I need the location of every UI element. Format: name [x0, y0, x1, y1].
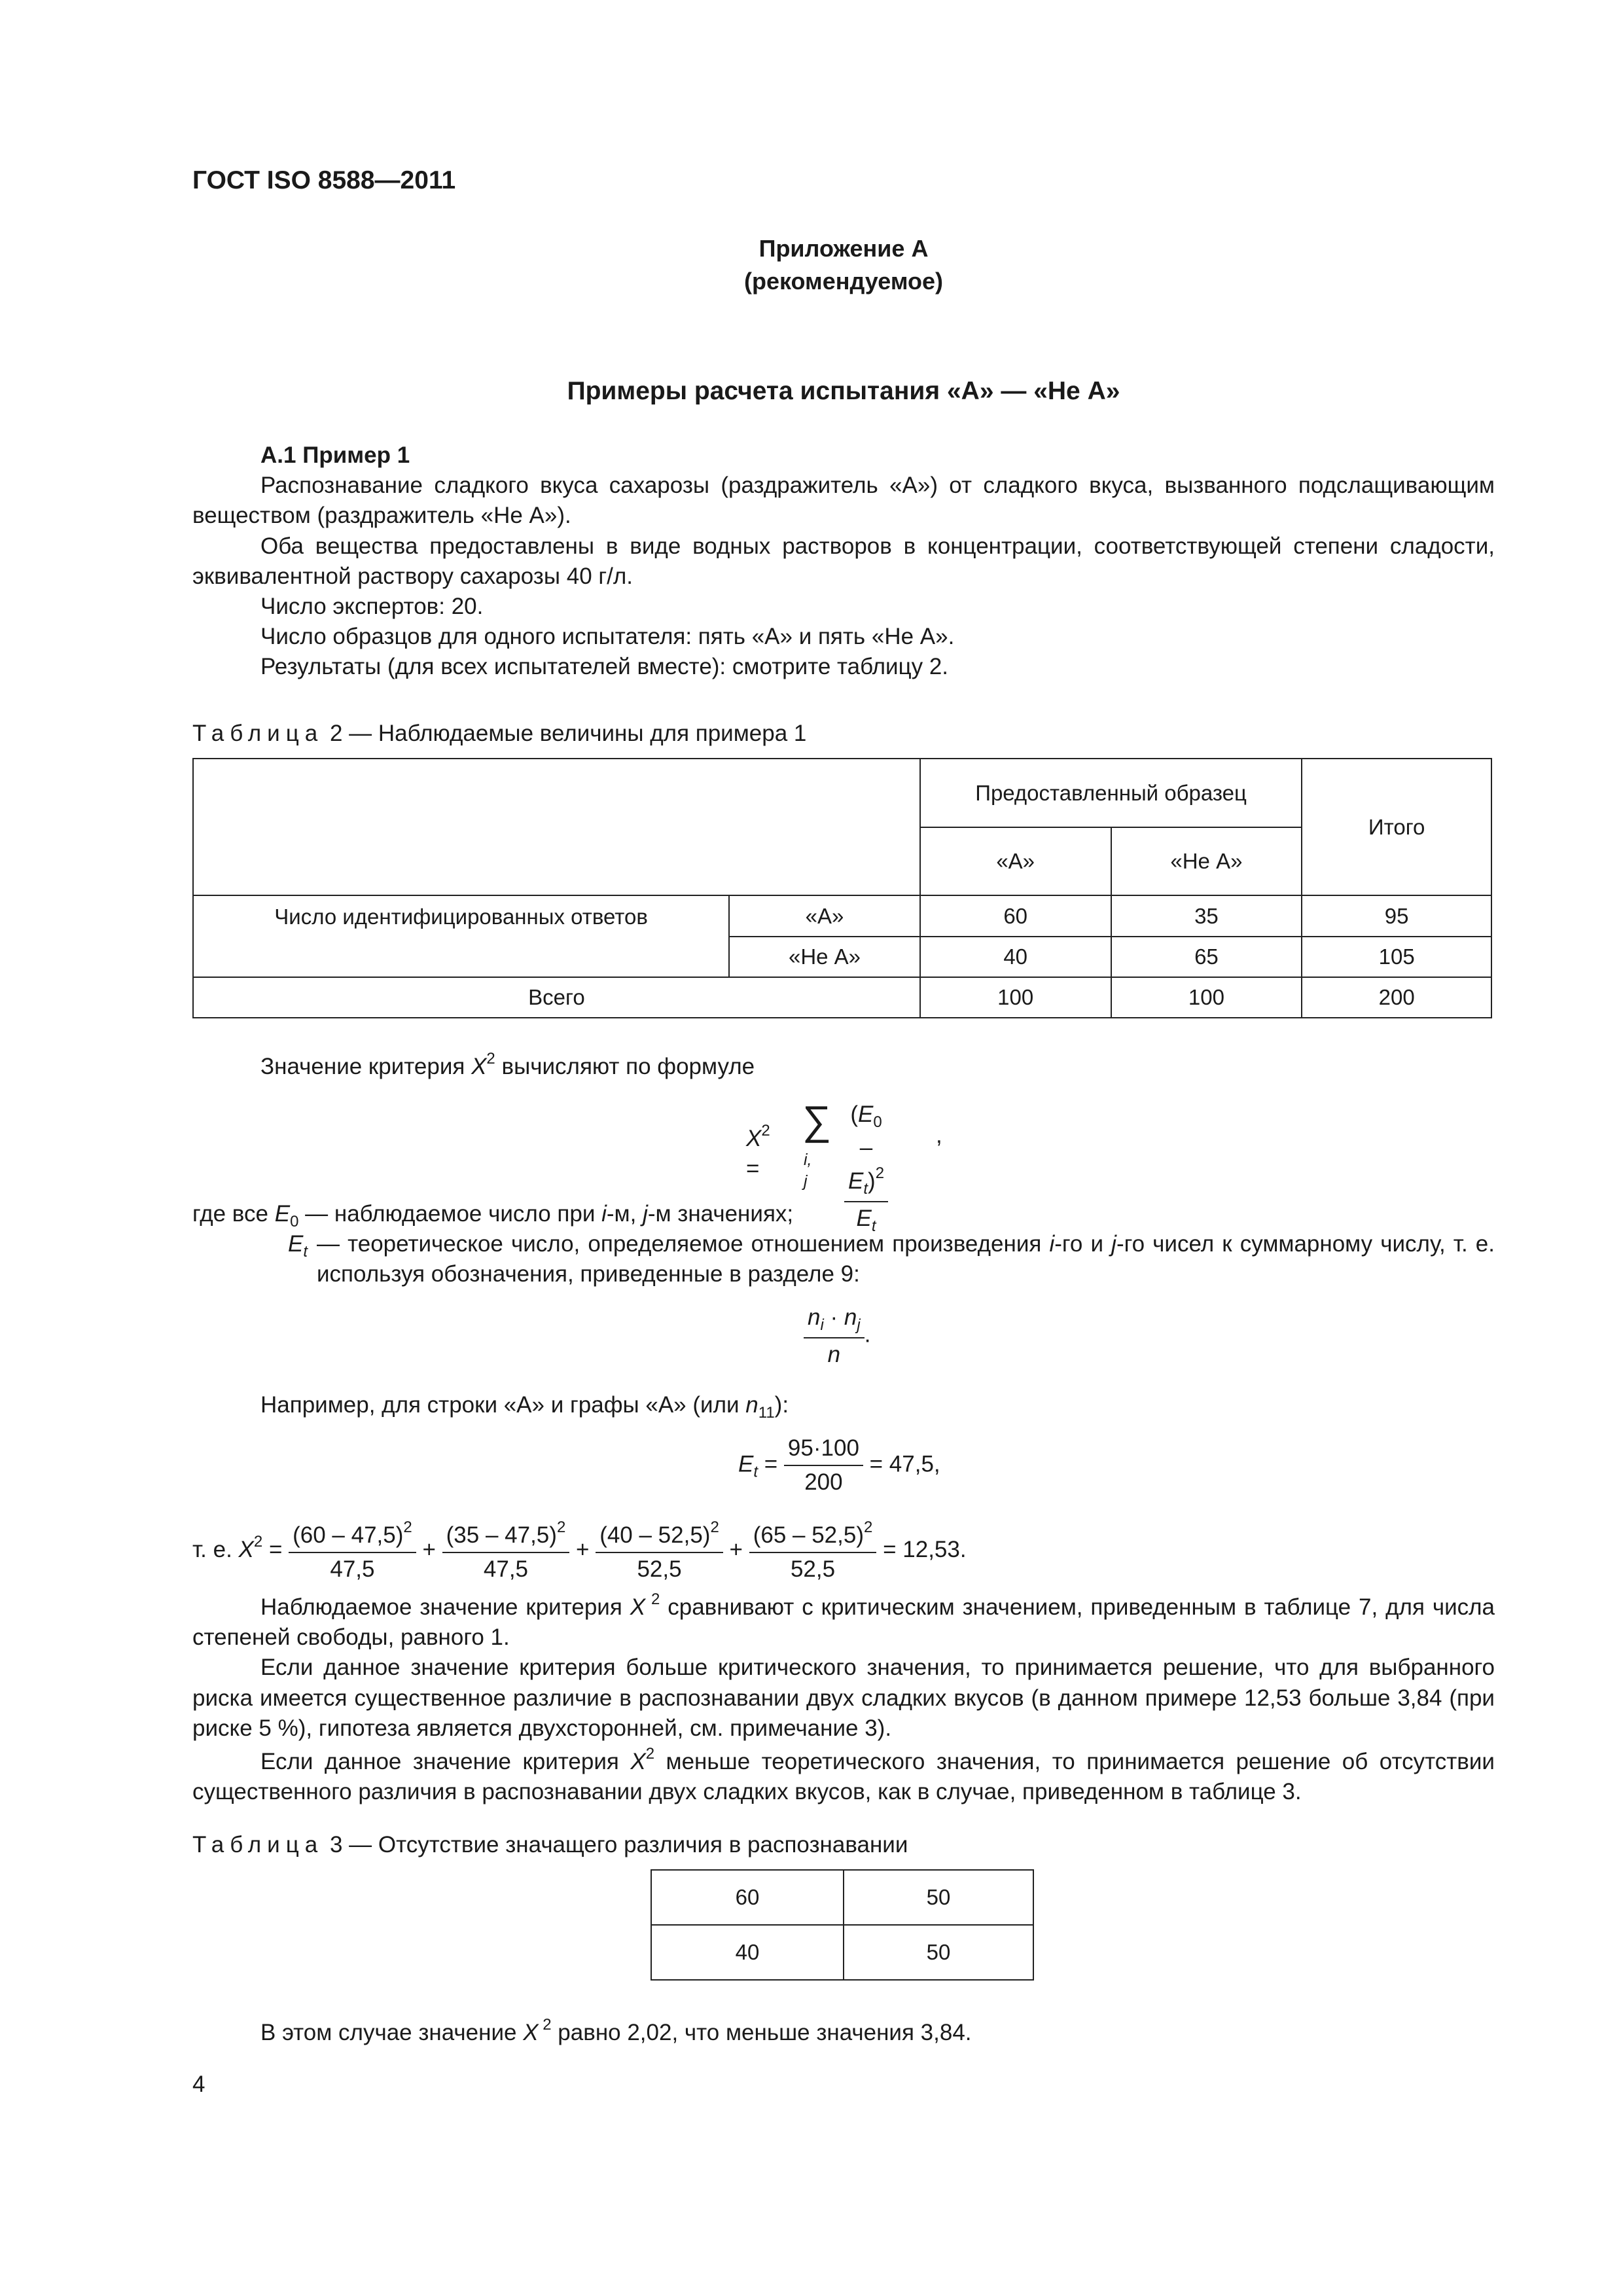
where-et: $E_t$ — теоретическое число, определяемое отношением произведения i-го и j-го чисел к суммарному числу, т. е. используя обозначения, приведенные в разделе 9: [288, 1231, 1495, 1287]
cell: 60 [651, 1870, 844, 1925]
cell: 65 [1111, 937, 1302, 977]
annex-title: Приложение А [758, 235, 929, 262]
sum-icon: ∑ [802, 1098, 832, 1143]
cell: 95 [1302, 895, 1491, 937]
text: -го чисел к суммарному числу, т. е. используя обозначения, приведенные в разделе 9: [317, 1231, 1495, 1287]
row-group-label: Число идентифицированных ответов [193, 895, 729, 977]
section-title: Примеры расчета испытания «А» — «Не А» [567, 377, 1120, 405]
superscript: 2 [761, 1122, 770, 1139]
chi-symbol: X [746, 1126, 762, 1151]
text: i [1049, 1231, 1055, 1257]
chi-symbol: X [471, 1054, 487, 1079]
superscript: 2 [486, 1050, 495, 1067]
paragraph: Если данное значение критерия $X^2$ меньше теоретического значения, то принимается решение об отсутствии существенного различия в распознавании двух сладких вкусов, как в случае, приведенном в таблице 3. [192, 1744, 1495, 1805]
table-2 [192, 758, 1492, 1018]
page-number: 4 [192, 2072, 205, 2097]
text: где все [192, 1201, 275, 1227]
caption-text: 2 — Наблюдаемые величины для примера 1 [329, 721, 807, 746]
annex-subtitle: (рекомендуемое) [744, 268, 943, 295]
result: = 12,53. [883, 1536, 967, 1562]
cell: 40 [920, 937, 1111, 977]
text: i [601, 1201, 607, 1227]
table-3 [651, 1869, 1034, 1981]
example-row-a: Например, для строки «А» и графы «А» (или $n_{11}$): [260, 1392, 789, 1422]
numerator: 95·100 [784, 1433, 863, 1466]
final-sentence: В этом случае значение X $^2$ равно 2,02, что меньше значения 3,84. [260, 2016, 972, 2045]
ni-nj-fraction: $\frac{n_i \cdot n_j}{n}$ . [804, 1302, 870, 1370]
annex-heading [192, 232, 1495, 298]
cell: 40 [651, 1925, 844, 1980]
fraction: $\frac{(40 - 52,5)^2}{52,5}$ [596, 1517, 723, 1585]
example-heading: А.1 Пример 1 [260, 442, 410, 468]
cell: 35 [1111, 895, 1302, 937]
caption-text: 3 — Отсутствие значащего различия в распознавании [329, 1832, 908, 1857]
table-corner-cell [193, 759, 920, 895]
denominator: 200 [804, 1469, 843, 1496]
where-e0: где все $E_0$ — наблюдаемое число при i-м, j-м значениях; [192, 1201, 794, 1230]
text: -м значениях; [647, 1201, 794, 1227]
row-label: «Не А» [729, 937, 920, 977]
row-label: «А» [729, 895, 920, 937]
fraction: $\frac{(60 - 47,5)^2}{47,5}$ [289, 1517, 416, 1585]
formula-intro [260, 1049, 755, 1082]
caption-label: Таблица [192, 1832, 324, 1857]
paragraph: Распознавание сладкого вкуса сахарозы (раздражитель «А») от сладкого вкуса, вызванного подслащивающим веществом (раздражитель «Не А»). [192, 473, 1495, 529]
table-2-caption [192, 719, 806, 749]
cell: 100 [1111, 977, 1302, 1018]
cell: 200 [1302, 977, 1491, 1018]
document-code: ГОСТ ISO 8588—2011 [192, 166, 456, 194]
cell: 50 [844, 1870, 1033, 1925]
paragraph: Число экспертов: 20. [260, 593, 484, 619]
caption-label: Таблица [192, 721, 324, 746]
text: — наблюдаемое число при [298, 1201, 602, 1227]
table-row [651, 1925, 1033, 1980]
header-total: Итого [1302, 759, 1491, 895]
paragraph: Результаты (для всех испытателей вместе): смотрите таблицу 2. [260, 654, 949, 680]
cell: 50 [844, 1925, 1033, 1980]
header-group: Предоставленный образец [920, 759, 1302, 827]
text: j [1111, 1231, 1116, 1257]
text: -м, [606, 1201, 643, 1227]
cell: 105 [1302, 937, 1491, 977]
conclusion-block [192, 1589, 1495, 1807]
text: Значение критерия [260, 1054, 472, 1079]
paragraph: Наблюдаемое значение критерия X $^2$ сравнивают с критическим значением, приведенным в таблице 7, для числа степеней свободы, равного 1. [192, 1590, 1495, 1651]
text: j [643, 1201, 648, 1227]
table-3-caption [192, 1830, 908, 1860]
paragraph: Число образцов для одного испытателя: пять «А» и пять «Не А». [260, 624, 955, 650]
table-row-total [193, 977, 1491, 1018]
header-col-not-a: «Не А» [1111, 827, 1302, 895]
fraction: $\frac{(E_0 - E_t)^2}{E_t}$ [844, 1100, 888, 1236]
et-formula: $E_t$ = $\frac{95\cdot 100}{200}$ = 47,5, [738, 1433, 940, 1498]
fraction: $\frac{(65 - 52,5)^2}{52,5}$ [749, 1517, 877, 1585]
fraction [784, 1433, 863, 1498]
fraction: $\frac{n_i \cdot n_j}{n}$ [804, 1302, 865, 1370]
chi-square-calculation: т. е. $X^2$ = $\frac{(60 - 47,5)^2}{47,5}$ + $\frac{(35 - 47,5)^2}{47,5}$ + $\frac{(40 - 52,5)^2}{52,5}$ + $\frac{(65 - 52,5)^2}{52,5}$ = 12,53. [192, 1517, 967, 1585]
text: т. е. [192, 1536, 239, 1562]
table-row [193, 895, 1491, 937]
header-col-a: «А» [920, 827, 1111, 895]
paragraph: Если данное значение критерия больше критического значения, то принимается решение, что для выбранного риска имеется существенное различие в распознавании двух сладких вкусов (в данном примере 12,53 больше 3,84 (при риске 5 %), гипотеза является двухсторонней, см. примечание 3). [192, 1655, 1495, 1741]
text: -го и [1054, 1231, 1112, 1257]
text: — теоретическое число, определяемое отношением произведения [317, 1231, 1050, 1257]
text: вычисляют по формуле [495, 1054, 755, 1079]
text: ): [774, 1392, 789, 1418]
text: Например, для строки «А» и графы «А» (или [260, 1392, 746, 1418]
table-row [651, 1870, 1033, 1925]
document-page: ГОСТ ISO 8588—2011 Приложение А (рекомендуемое) Примеры расчета испытания «А» — «Не А» А.1 Пример 1 Распознавание сладкого вкуса сахарозы (раздражитель «А») от сладкого вкуса, вызванного подслащивающим веществом (раздражитель «Не А»). Оба вещества предоставлены в виде водных растворов в концентрации, соответствующей степени сладости, эквивалентной раствору сахарозы 40 г/л. Число экспертов: 20. Число образцов для одного испытателя: пять «А» и пять «Не А». Результаты (для всех испытателей вместе): смотрите таблицу 2. Таблица 2 — Наблюдаемые величины для примера 1 Предоставленный образец Итого «А» «Не А» Число идентифицированных ответов «А» 60 35 95 «Не А» 40 65 105 Всего 100 100 200 Значение критерия $X^2$ вычисляют по формуле $X^2$ = ∑ i, j $\frac{(E_0 - E_t)^2}{E_t}$ , где все $E_0$ — наблюдаемое число при i-м, j-м значениях; $E_t$ — теоретическое число, определяемое отношением произведения i-го и j-го чисел к суммарному числу, т. е. используя обозначения, приведенные в разделе 9: $\frac{n_i \cdot n_j}{n}$ . Например, для строки «А» и графы «А» (или $n_{11}$): $E_t$ = $\frac{95\cdot 100}{200}$ = 47,5, т. е. $X^2$ = $\frac{(60 - 47,5)^2}{47,5}$ + $\frac{(35 - 47,5)^2}{47,5}$ + $\frac{(40 - 52,5)^2}{52,5}$ + $\frac{(65 - 52,5)^2}{52,5}$ = 12,53. Наблюдаемое значение критерия X $^2$ сравнивают с критическим значением, приведенным в таблице 7, для числа степеней свободы, равного 1. Если данное значение критерия больше критического значения, то принимается решение, что для выбранного риска имеется существенное различие в распознавании двух сладких вкусов (в данном примере 12,53 больше 3,84 (при риске 5 %), гипотеза является двухсторонней, см. примечание 3). Если данное значение критерия $X^2$ меньше теоретического значения, то принимается решение об отсутствии существенного различия в распознавании двух сладких вкусов, как в случае, приведенном в таблице 3. Таблица 3 — Отсутствие значащего различия в распознавании 60 50 40 50 В этом случае значение X $^2$ равно 2,02, что меньше значения 3,84. 4 [0, 0, 1623, 2296]
example-1-block [192, 440, 1495, 683]
sum-subscript: i, j [804, 1151, 812, 1191]
paragraph: Оба вещества предоставлены в виде водных растворов в концентрации, соответствующей степени сладости, эквивалентной раствору сахарозы 40 г/л. [192, 533, 1495, 589]
cell: 60 [920, 895, 1111, 937]
result: = 47,5, [869, 1451, 940, 1477]
fraction: $\frac{(35 - 47,5)^2}{47,5}$ [442, 1517, 570, 1585]
row-label: Всего [193, 977, 920, 1018]
cell: 100 [920, 977, 1111, 1018]
